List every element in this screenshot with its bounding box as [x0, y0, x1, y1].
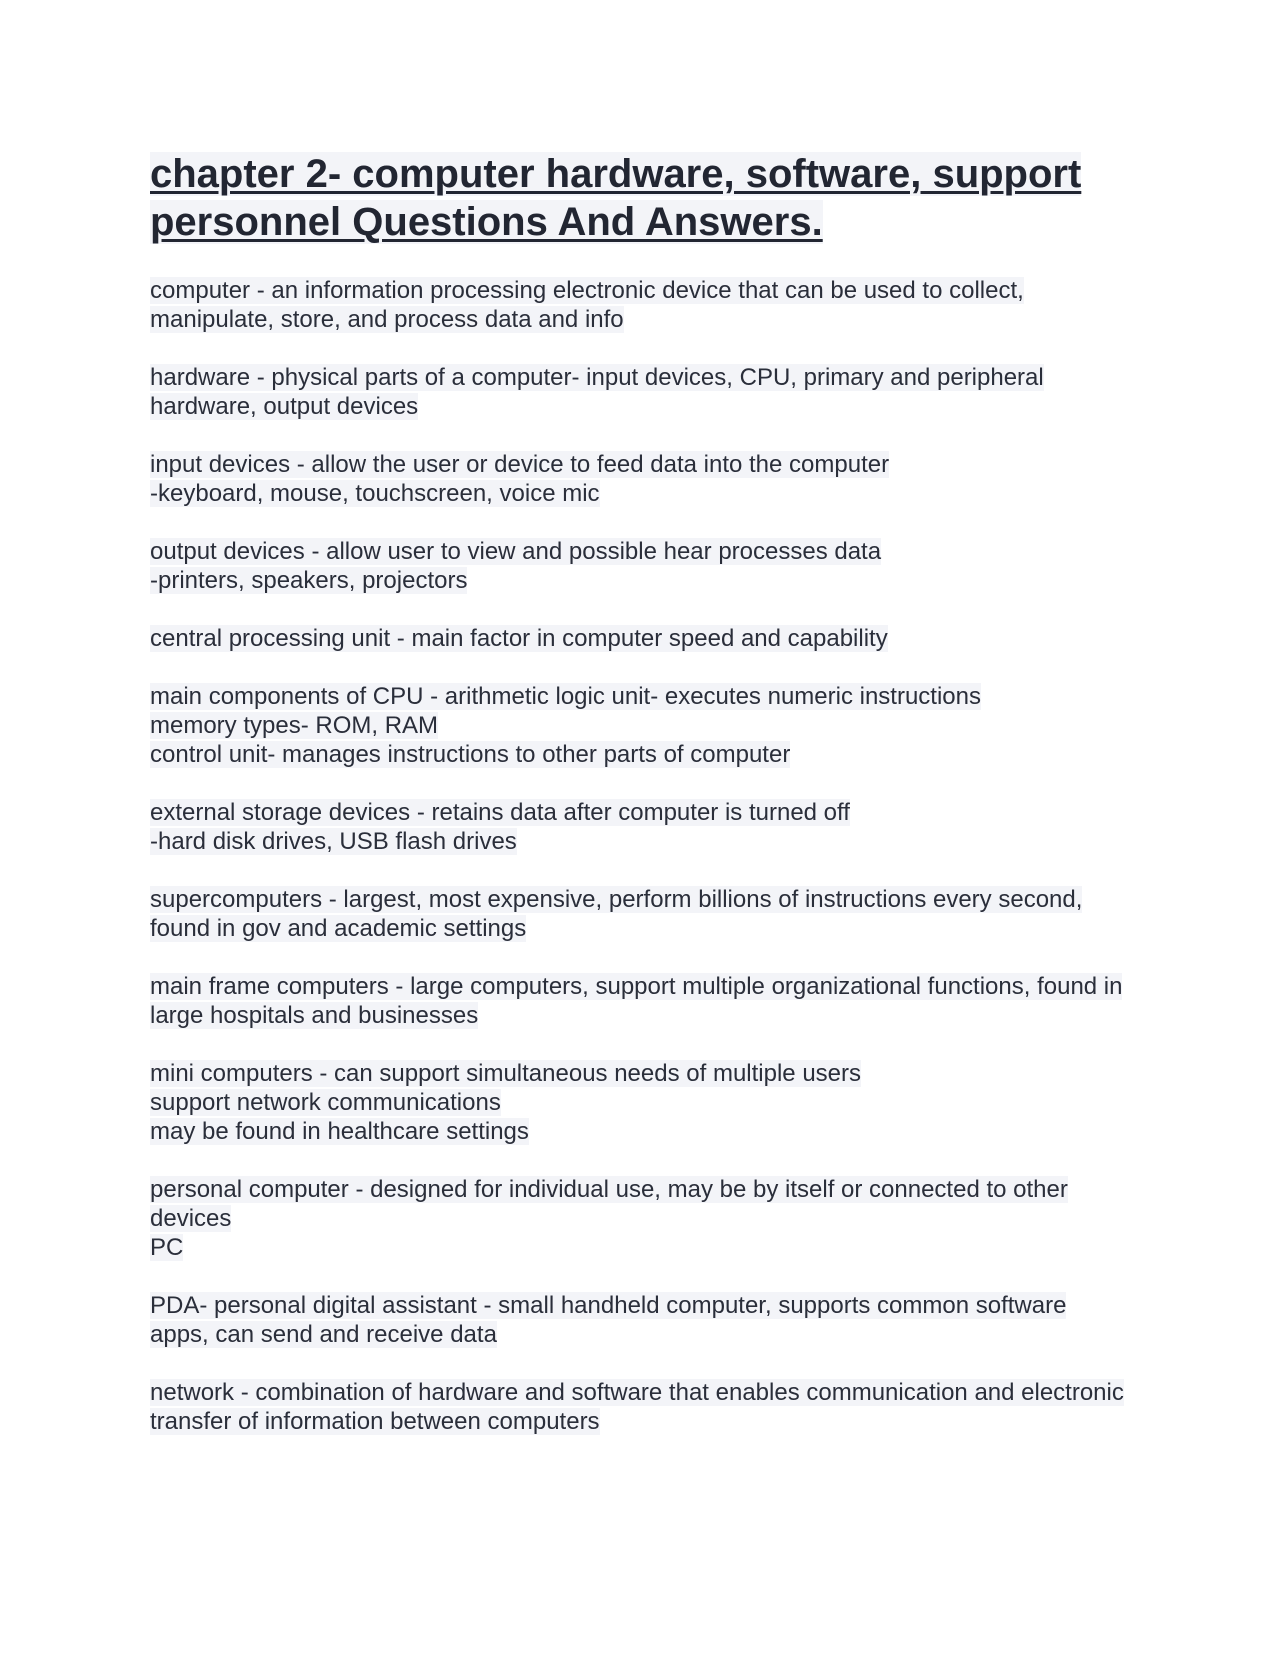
entry-line [150, 1175, 1130, 1233]
entry-line-text: PC [150, 1234, 184, 1261]
document-title-text: chapter 2- computer hardware, software, support personnel Questions And Answers. [150, 152, 1082, 244]
entry [150, 450, 1130, 508]
entry-line [150, 885, 1130, 943]
entry-line-text: control unit- manages instructions to other parts of computer [150, 741, 791, 768]
entry-line [150, 1088, 1130, 1117]
entry-line-text: external storage devices - retains data after computer is turned off [150, 799, 850, 826]
entry [150, 972, 1130, 1030]
entry-line [150, 827, 1130, 856]
entry-line-text: -printers, speakers, projectors [150, 567, 468, 594]
entry [150, 885, 1130, 943]
entry [150, 682, 1130, 769]
entry-line [150, 740, 1130, 769]
entry-line [150, 1378, 1130, 1436]
entry-line [150, 1291, 1130, 1349]
entry [150, 1175, 1130, 1262]
document-title [150, 150, 1130, 246]
entry-line-text: PDA- personal digital assistant - small handheld computer, supports common software apps, can send and receive data [150, 1292, 1067, 1348]
entry [150, 276, 1130, 334]
entry-line [150, 1059, 1130, 1088]
entry-line-text: output devices - allow user to view and possible hear processes data [150, 538, 882, 565]
entry-line-text: main components of CPU - arithmetic logic unit- executes numeric instructions [150, 683, 981, 710]
entry-line [150, 363, 1130, 421]
entry-line [150, 479, 1130, 508]
entry-line [150, 711, 1130, 740]
document-page [150, 150, 1130, 1465]
entry-line-text: may be found in healthcare settings [150, 1118, 529, 1145]
entry-line-text: input devices - allow the user or device to feed data into the computer [150, 451, 890, 478]
entry-line [150, 1117, 1130, 1146]
entry-line [150, 537, 1130, 566]
entry-line [150, 450, 1130, 479]
entry-line-text: -keyboard, mouse, touchscreen, voice mic [150, 480, 600, 507]
entry-line-text: support network communications [150, 1089, 501, 1116]
entry-line-text: network - combination of hardware and software that enables communication and electronic transfer of information between computers [150, 1379, 1124, 1435]
entry [150, 1059, 1130, 1146]
entry-line-text: -hard disk drives, USB flash drives [150, 828, 517, 855]
entry-line-text: supercomputers - largest, most expensive, perform billions of instructions every second, found in gov and academic settings [150, 886, 1083, 942]
entry-line [150, 624, 1130, 653]
entry-line-text: main frame computers - large computers, support multiple organizational functions, found in large hospitals and businesses [150, 973, 1123, 1029]
entry-line-text: mini computers - can support simultaneous needs of multiple users [150, 1060, 861, 1087]
entry [150, 363, 1130, 421]
entry-line-text: central processing unit - main factor in computer speed and capability [150, 625, 888, 652]
entry-line [150, 798, 1130, 827]
entry-line-text: hardware - physical parts of a computer- input devices, CPU, primary and peripheral hardware, output devices [150, 364, 1044, 420]
entry [150, 1378, 1130, 1436]
entry-line [150, 1233, 1130, 1262]
entry-line [150, 972, 1130, 1030]
entry [150, 1291, 1130, 1349]
entry-line [150, 566, 1130, 595]
entry-line [150, 682, 1130, 711]
entry [150, 798, 1130, 856]
entry-line-text: memory types- ROM, RAM [150, 712, 439, 739]
entry-line-text: personal computer - designed for individual use, may be by itself or connected to other devices [150, 1176, 1068, 1232]
entry [150, 624, 1130, 653]
entry-line-text: computer - an information processing electronic device that can be used to collect, manipulate, store, and process data and info [150, 277, 1024, 333]
entry [150, 537, 1130, 595]
entry-line [150, 276, 1130, 334]
